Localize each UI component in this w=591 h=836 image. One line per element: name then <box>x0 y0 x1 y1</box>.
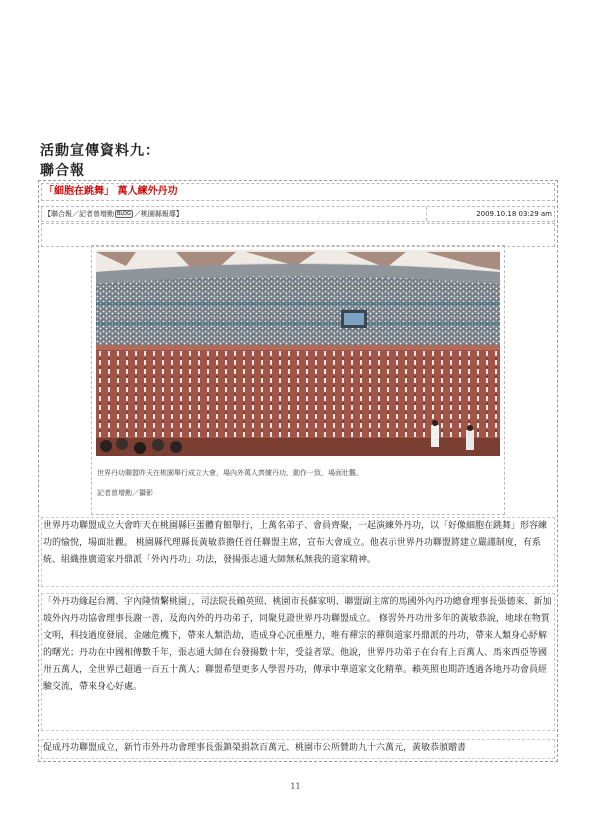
page-number: 11 <box>290 782 301 791</box>
article-timestamp: 2009.10.18 03:29 am <box>426 207 554 221</box>
stadium-photo <box>96 250 500 456</box>
article-frame <box>38 180 558 762</box>
blog-badge-icon[interactable]: BLOG <box>117 211 131 217</box>
article-paragraph: 「外丹功緣起台灣、宇內隆情繫桃園」，司法院長賴英照、桃園市長蘇家明、聯盟副主席的馬國外內丹功總會理事長張德來、新加坡外內丹功協會理事長謝一善，及海內外的丹功弟子，同聚見證世界丹功聯盟成立。 修習外丹功卅多年的黃敏恭說，地球在物質文明，科技過度發展、金融危機下，帶來人類浩劫，造成身心沉重壓力，唯有禪宗的禪與道家丹鼎派的丹功，帶來人類身心紓解的曙光；丹功在中國相傳數千年，張志通大師在台發揚數十年，受益者眾。他說，世界丹功弟子在台有上百萬人、馬來西亞等國卅五萬人，全世界已超過一百五十萬人；聯盟希望更多人學習丹功，傳承中華道家文化精華。賴英照也期許透過各地丹功會員經驗交流，帶來身心好處。 <box>41 593 555 731</box>
article-paragraph: 世界丹功聯盟成立大會昨天在桃園縣巨蛋體育館舉行，上萬名弟子、會員齊聚，一起演練外丹功，以「好像細胞在跳舞」形容練功的愉悅，場面壯觀。 桃園縣代理縣長黃敏恭擔任首任聯盟主席，宣布大會成立。他表示世界丹功聯盟將建立嚴謹制度，有系統、組織推廣道家丹鼎派「外內丹功」功法，發揚張志通大師無私無我的道家精神。 <box>41 517 555 587</box>
byline-row <box>41 206 555 222</box>
byline-prefix: 【聯合報／記者曾增勳 <box>44 210 114 218</box>
article-paragraph: 促成丹功聯盟成立，新竹市外丹功會理事長張鎮榮捐款百萬元、桃園市公所贊助九十六萬元，黃敏恭頒贈書 <box>41 739 555 759</box>
stadium-photo-image <box>96 250 500 456</box>
spacer-row <box>41 223 555 247</box>
photo-box <box>91 245 505 515</box>
photo-credit: 記者曾增勳／攝影 <box>97 489 153 497</box>
article-headline: 「細胞在跳舞」 萬人練外丹功 <box>41 183 555 201</box>
photo-caption: 世界丹功聯盟昨天在桃園舉行成立大會，場內外萬人齊練丹功，動作一致，場面壯觀。 <box>97 469 363 477</box>
section-heading: 活動宣傳資料九： <box>40 143 160 159</box>
byline-suffix: ／桃園縣報導】 <box>133 210 183 218</box>
byline <box>44 207 183 221</box>
newspaper-name: 聯合報 <box>40 163 85 179</box>
